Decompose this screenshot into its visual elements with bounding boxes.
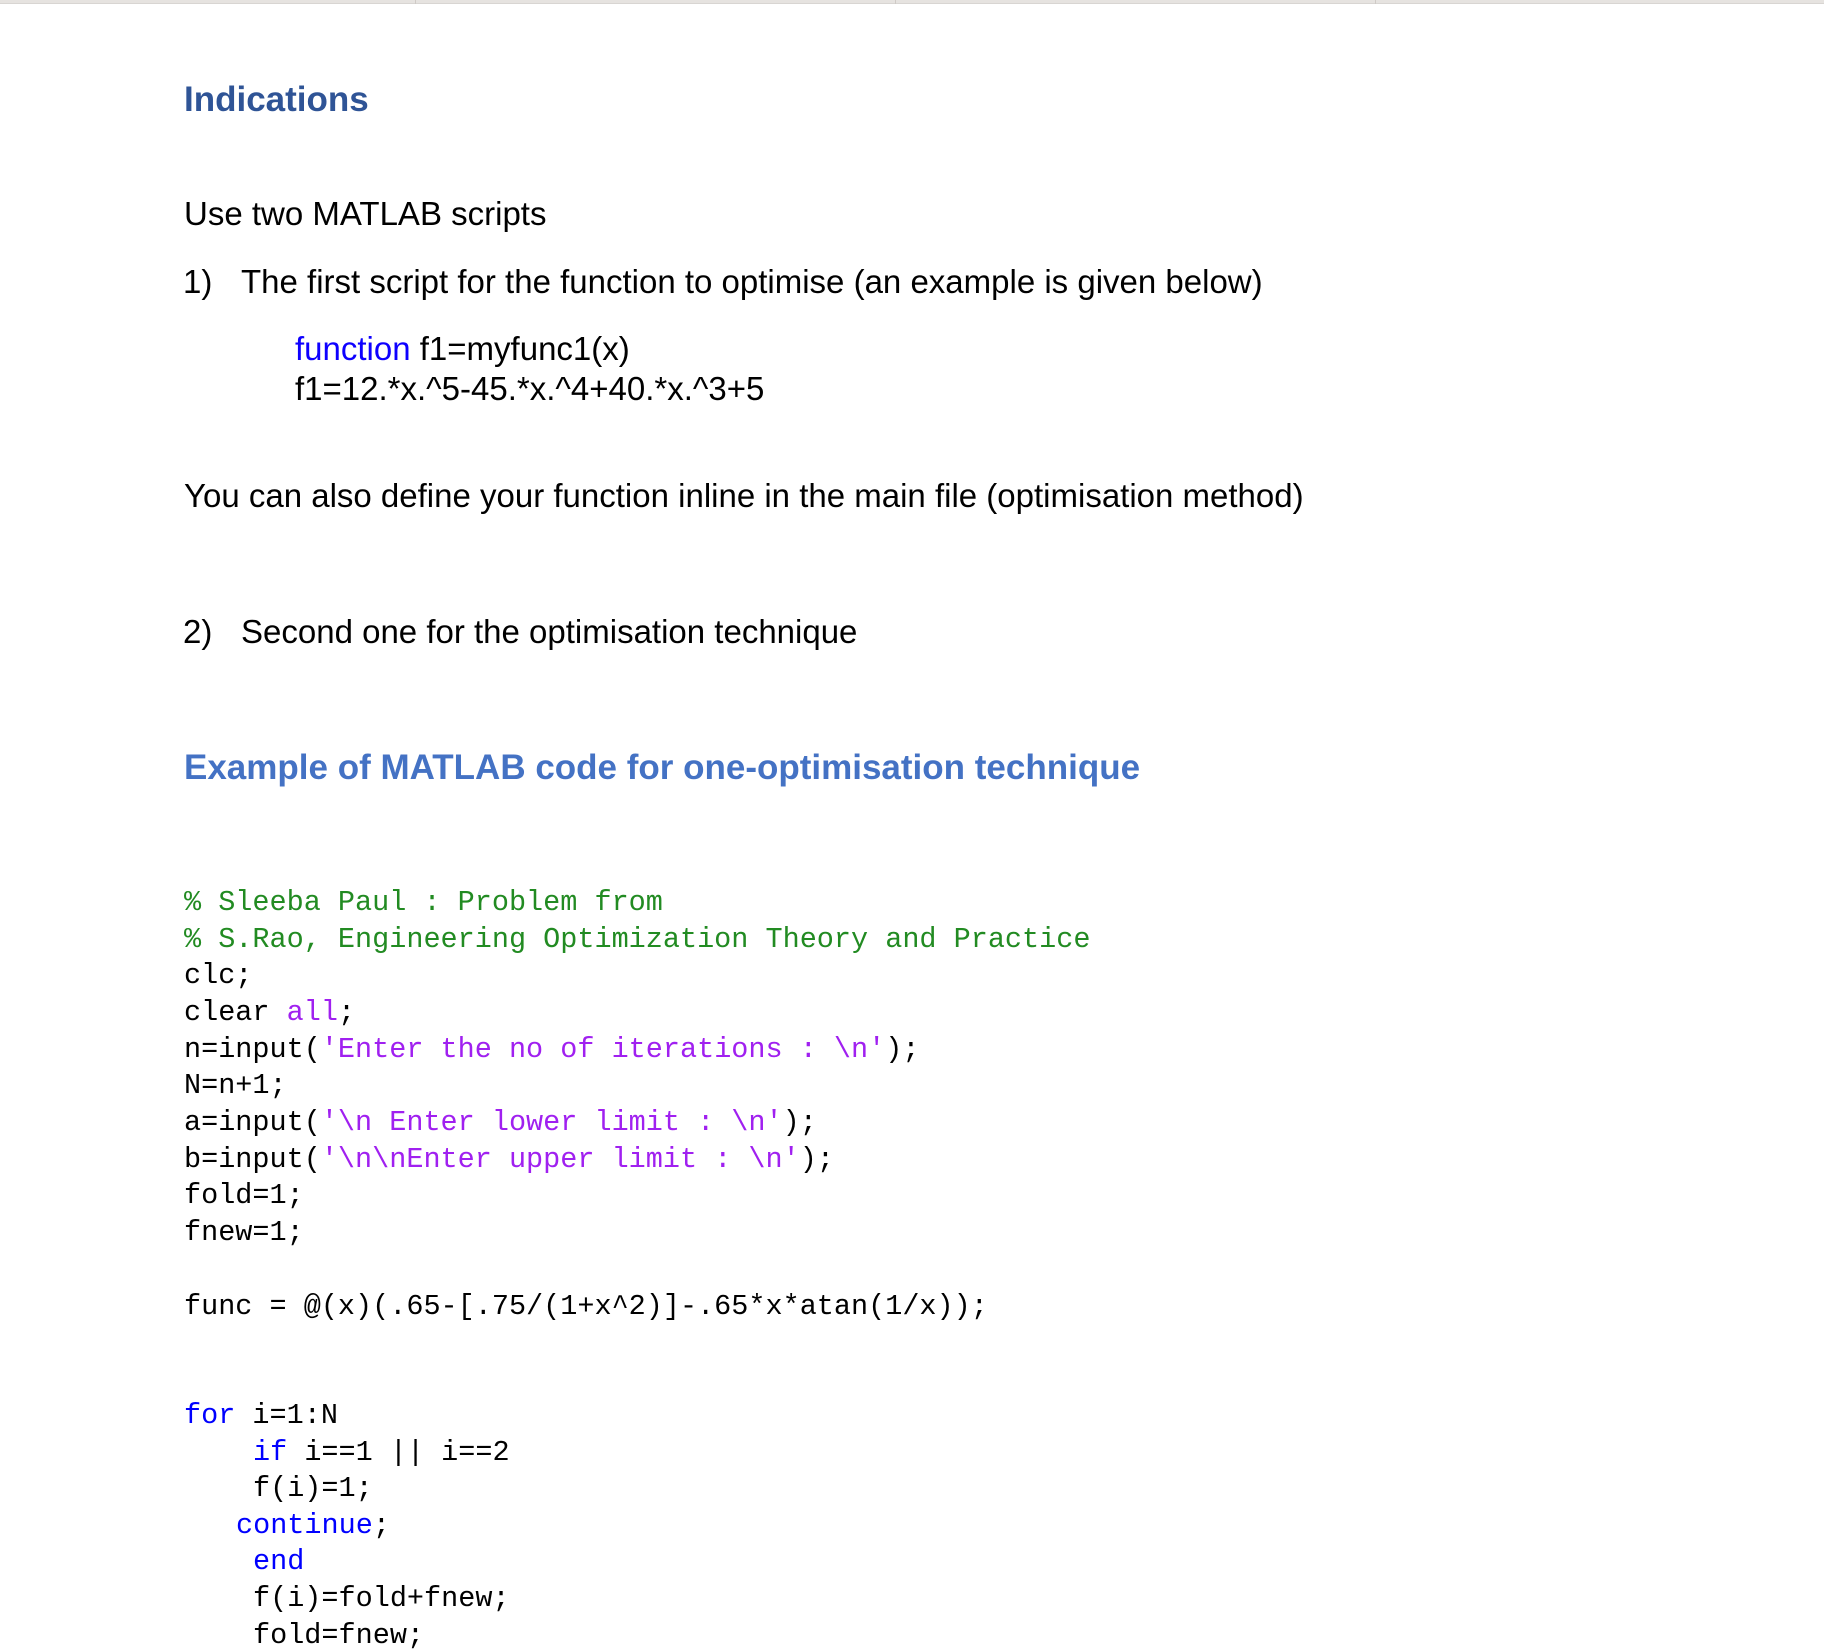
code-line: % S.Rao, Engineering Optimization Theory and Practice bbox=[184, 923, 1091, 956]
code-token: ; bbox=[337, 996, 356, 1029]
divider bbox=[415, 0, 416, 4]
code-line: % Sleeba Paul : Problem from bbox=[184, 886, 663, 919]
example-function-signature bbox=[295, 332, 630, 365]
list-item-2: Second one for the optimisation technique bbox=[241, 613, 858, 650]
code-token: clear bbox=[184, 996, 287, 1029]
code-line: N=n+1; bbox=[184, 1069, 287, 1102]
signature: f1=myfunc1(x) bbox=[410, 330, 630, 367]
code-string: '\n\nEnter upper limit : \n' bbox=[320, 1143, 800, 1176]
code-line bbox=[184, 996, 356, 1029]
code-line bbox=[184, 1106, 817, 1139]
intro-text: Use two MATLAB scripts bbox=[184, 195, 547, 232]
code-line bbox=[236, 1509, 390, 1542]
code-token: ); bbox=[782, 1106, 817, 1139]
code-line: fold=fnew; bbox=[253, 1619, 425, 1652]
keyword-for: for bbox=[184, 1399, 236, 1432]
code-token: ); bbox=[885, 1033, 920, 1066]
heading-indications: Indications bbox=[184, 80, 369, 119]
window-top-border bbox=[0, 0, 1824, 4]
code-line bbox=[184, 1143, 834, 1176]
keyword-continue: continue bbox=[236, 1509, 373, 1542]
code-line: end bbox=[253, 1545, 305, 1578]
code-line: func = @(x)(.65-[.75/(1+x^2)]-.65*x*atan(1/x)); bbox=[184, 1290, 988, 1323]
inline-note: You can also define your function inline in the main file (optimisation method) bbox=[184, 477, 1304, 514]
keyword-if: if bbox=[253, 1436, 288, 1469]
code-line: fold=1; bbox=[184, 1179, 304, 1212]
list-number-2: 2) bbox=[183, 613, 213, 650]
heading-example: Example of MATLAB code for one-optimisation technique bbox=[184, 748, 1141, 787]
code-token: ); bbox=[799, 1143, 834, 1176]
list-item-1: The first script for the function to optimise (an example is given below) bbox=[241, 263, 1263, 300]
code-token: a=input( bbox=[184, 1106, 321, 1139]
code-line: f(i)=1; bbox=[253, 1472, 373, 1505]
code-string: 'Enter the no of iterations : \n' bbox=[320, 1033, 886, 1066]
code-token: i==1 || i==2 bbox=[287, 1436, 510, 1469]
code-token: all bbox=[286, 996, 338, 1029]
code-string: '\n Enter lower limit : \n' bbox=[320, 1106, 783, 1139]
example-function-body: f1=12.*x.^5-45.*x.^4+40.*x.^3+5 bbox=[295, 370, 765, 407]
list-number-1: 1) bbox=[183, 263, 213, 300]
code-line: fnew=1; bbox=[184, 1216, 304, 1249]
code-token: n=input( bbox=[184, 1033, 321, 1066]
divider bbox=[895, 0, 896, 4]
code-token: ; bbox=[372, 1509, 390, 1542]
code-token: i=1:N bbox=[235, 1399, 338, 1432]
code-token: b=input( bbox=[184, 1143, 321, 1176]
code-line bbox=[184, 1399, 338, 1432]
code-line: f(i)=fold+fnew; bbox=[253, 1582, 510, 1615]
divider bbox=[1375, 0, 1376, 4]
keyword-function: function bbox=[295, 330, 411, 367]
code-line bbox=[253, 1436, 510, 1469]
code-line bbox=[184, 1033, 920, 1066]
code-line: clc; bbox=[184, 959, 253, 992]
